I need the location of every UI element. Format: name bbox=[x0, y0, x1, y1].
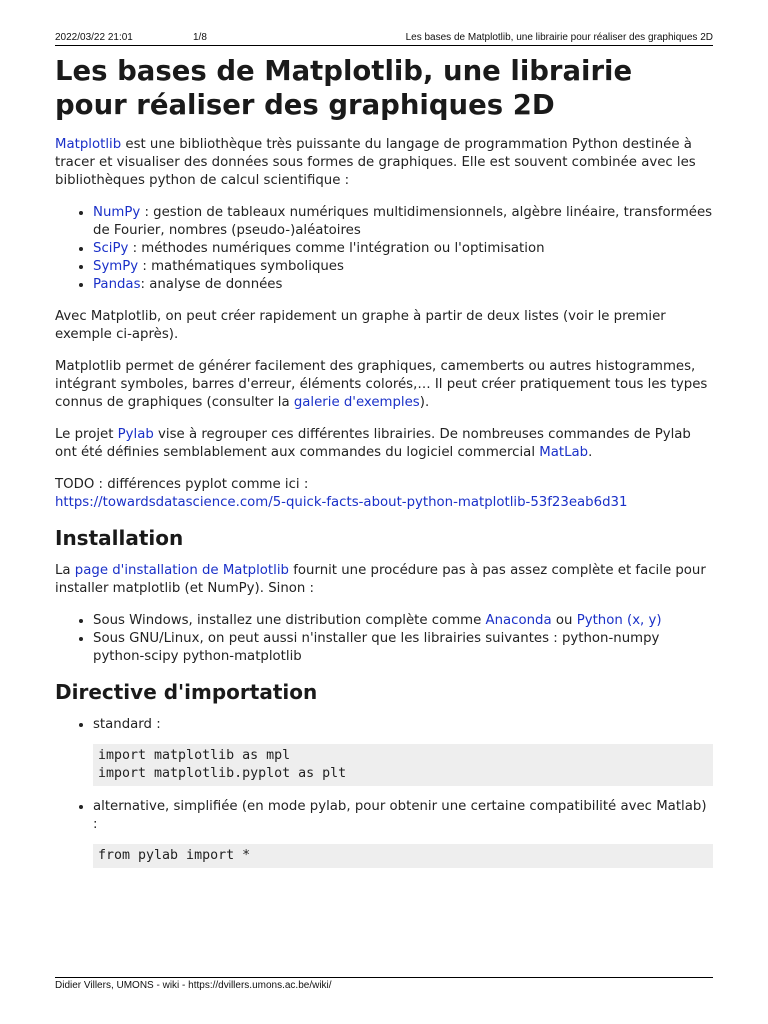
list-item bbox=[93, 798, 713, 868]
intro-text: est une bibliothèque très puissante du langage de programmation Python destinée à tracer et visualiser des données sous formes de graphiques. Elle est souvent combinée avec les bibliothèques python de calcul scientifique : bbox=[55, 137, 696, 188]
paragraph-text: Matplotlib permet de générer facilement des graphiques, camemberts ou autres histogrammes, intégrant symboles, barres d'erreur, éléments colorés,… Il peut créer pratiquement tous les types connus de graphiques (consulter la bbox=[55, 359, 708, 410]
list-item-text: alternative, simplifiée (en mode pylab, pour obtenir une certaine compatibilité avec Matlab) : bbox=[93, 799, 707, 832]
paragraph-text: La bbox=[55, 563, 75, 578]
scipy-link[interactable]: SciPy bbox=[93, 241, 129, 256]
install-page-link[interactable]: page d'installation de Matplotlib bbox=[74, 563, 289, 578]
paragraph-text: fournit une procédure pas à pas assez complète et facile pour installer matplotlib (et NumPy). Sinon : bbox=[55, 563, 706, 596]
list-item-text: : mathématiques symboliques bbox=[138, 259, 344, 274]
paragraph-text: . bbox=[588, 445, 593, 460]
importation-list bbox=[55, 716, 713, 868]
paragraph-graph-types bbox=[55, 358, 713, 412]
installation-list bbox=[55, 612, 713, 666]
header-title: Les bases de Matplotlib, une librairie pour réaliser des graphiques 2D bbox=[405, 32, 713, 43]
header-page-number: 1/8 bbox=[193, 32, 207, 43]
paragraph-two-lists: Avec Matplotlib, on peut créer rapidement un graphe à partir de deux listes (voir le premier exemple ci-après). bbox=[55, 309, 666, 342]
list-item-text: ou bbox=[551, 613, 577, 628]
anaconda-link[interactable]: Anaconda bbox=[485, 613, 552, 628]
paragraph-pylab bbox=[55, 426, 713, 462]
installation-heading: Installation bbox=[55, 526, 184, 550]
list-item-text: : analyse de données bbox=[140, 277, 283, 292]
header-date: 2022/03/22 21:01 bbox=[55, 32, 133, 43]
paragraph-todo bbox=[55, 476, 713, 512]
installation-paragraph bbox=[55, 562, 713, 598]
page-title: Les bases de Matplotlib, une librairie pour réaliser des graphiques 2D bbox=[55, 55, 633, 121]
todo-text: TODO : différences pyplot comme ici : bbox=[55, 477, 309, 492]
page-footer: Didier Villers, UMONS - wiki - https://dvillers.umons.ac.be/wiki/ bbox=[55, 977, 713, 991]
matplotlib-link[interactable]: Matplotlib bbox=[55, 137, 122, 152]
pandas-link[interactable]: Pandas bbox=[93, 277, 141, 292]
list-item-text: standard : bbox=[93, 717, 161, 732]
list-item-text: : gestion de tableaux numériques multidimensionnels, algèbre linéaire, transformées de Fourier, nombres (pseudo-)aléatoires bbox=[93, 205, 713, 238]
python-xy-link[interactable]: Python (x, y) bbox=[576, 613, 662, 628]
list-item bbox=[93, 240, 713, 258]
list-item bbox=[93, 716, 713, 786]
list-item bbox=[93, 276, 713, 294]
code-block-pylab: from pylab import * bbox=[93, 844, 713, 868]
list-item bbox=[93, 204, 713, 240]
intro-paragraph bbox=[55, 136, 713, 190]
importation-heading: Directive d'importation bbox=[55, 680, 318, 704]
page-content bbox=[55, 54, 713, 882]
numpy-link[interactable]: NumPy bbox=[93, 205, 141, 220]
code-block-standard: import matplotlib as mpl import matplotlib.pyplot as plt bbox=[93, 744, 713, 786]
matlab-link[interactable]: MatLab bbox=[539, 445, 589, 460]
running-header bbox=[55, 32, 713, 46]
pylab-link[interactable]: Pylab bbox=[117, 427, 154, 442]
list-item bbox=[93, 258, 713, 276]
list-item-text: : méthodes numériques comme l'intégration ou l'optimisation bbox=[128, 241, 545, 256]
list-item bbox=[93, 612, 713, 630]
sympy-link[interactable]: SymPy bbox=[93, 259, 139, 274]
list-item: • Sous GNU/Linux, on peut aussi n'installer que les librairies suivantes : python-numpy python-scipy python-matplotlib bbox=[93, 630, 713, 666]
library-list bbox=[55, 204, 713, 294]
paragraph-text: Le projet bbox=[55, 427, 118, 442]
paragraph-text: ). bbox=[419, 395, 430, 410]
paragraph-text: vise à regrouper ces différentes librairies. De nombreuses commandes de Pylab ont été définies semblablement aux commandes du logiciel commercial bbox=[55, 427, 691, 460]
list-item-text: Sous Windows, installez une distribution complète comme bbox=[93, 613, 486, 628]
gallery-link[interactable]: galerie d'exemples bbox=[293, 395, 420, 410]
towardsdatascience-link[interactable]: https://towardsdatascience.com/5-quick-facts-about-python-matplotlib-53f23eab6d31 bbox=[55, 495, 628, 510]
